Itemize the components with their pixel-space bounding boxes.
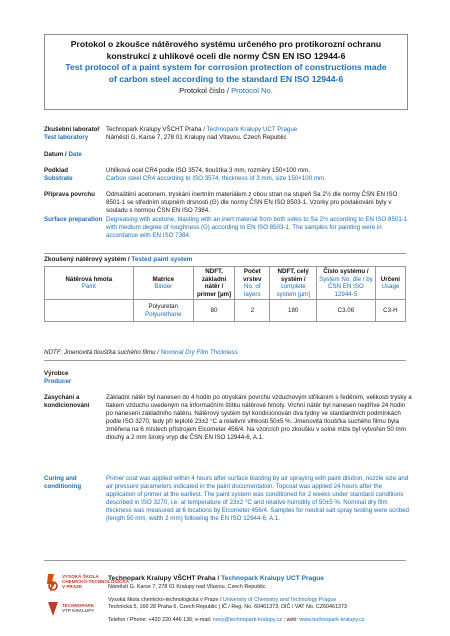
surface-prep-label-en: Surface preparation bbox=[44, 216, 103, 223]
cell-system-no: C3.06 bbox=[317, 300, 376, 322]
col-coating-cz: Nátěrová hmota bbox=[65, 275, 113, 283]
cell-matrix-en: Polyurethane bbox=[145, 310, 182, 318]
tested-system-heading-cz: Zkoušený nátěrový systém bbox=[44, 256, 127, 263]
application-label-cz bbox=[44, 394, 106, 410]
col-usage-en: Usage bbox=[381, 283, 400, 291]
logo1-line1: VYSOKÁ ŠKOLA bbox=[62, 574, 99, 579]
lab-label-en: Test laboratory bbox=[44, 134, 89, 141]
col-header-ndft-primer bbox=[193, 267, 234, 300]
application-label-en-1: Curing and bbox=[44, 475, 77, 482]
title-cz-line2: konstrukcí z uhlíkové oceli dle normy ČSN EN ISO 12944-6 bbox=[106, 50, 346, 61]
title-box bbox=[44, 34, 408, 110]
table-row bbox=[45, 300, 406, 322]
title-en-line2: of carbon steel according to the standard EN ISO 12944-6 bbox=[108, 73, 344, 84]
col-header-layers bbox=[235, 267, 270, 300]
footer-school: Vysoká škola chemicko-technologická v Praze / University of Chemistry and Technology Prague bbox=[108, 597, 337, 603]
title-cz-line1: Protokol o zkoušce nátěrového systému určeného pro protikorozní ochranu bbox=[70, 39, 382, 49]
application-label-cz-2: kondicionování bbox=[44, 402, 90, 410]
application-text-cz: Základní nátěr byl nanesen do 4 hodin po otryskání povrchu vzduchovým stříkáním s ředěním, velikostí trysky a tlakem vzduchu uvedeným na informačním štítku nátěrové hmoty. Vrchní nátěr byl nanesen nejdříve 24 hodin po nanesení základního nátěru. Nátěrový systém byl kondicionován dva týdny ve standardních podmínkách podle ISO 3270, tedy při teplotě 23±2 °C a relativní vlhkosti 50±5 %. Jmenovitá tloušťka suchého filmu byla změřena na 6 místech přístrojem Elcometer 456/4. Na vzorcích pro zkoušku v solné mlze byl vytvořen 50 mm dlouhý a 2 mm široký vryp dle ČSN EN ISO 12944-6, A.1. bbox=[106, 394, 412, 442]
footer-name-cz: Technopark Kralupy VŠCHT Praha bbox=[108, 575, 216, 582]
cell-ndft-system: 180 bbox=[270, 300, 317, 322]
col-usage-cz: Určení bbox=[380, 275, 401, 283]
application-label-en bbox=[44, 475, 106, 491]
lab-name-en: Technopark Kralupy UCT Prague bbox=[206, 126, 298, 133]
cell-coating bbox=[45, 300, 134, 322]
col-header-coating bbox=[45, 267, 134, 300]
col-ndft-system-en: complete system [µm] bbox=[276, 283, 310, 298]
footer-school-cz: Vysoká škola chemicko-technologická v Praze bbox=[108, 597, 219, 603]
lab-name-cz: Technopark Kralupy VŠCHT Praha bbox=[106, 126, 202, 133]
col-matrix-en: Binder bbox=[154, 283, 173, 291]
divider bbox=[44, 253, 406, 254]
tested-system-heading: Zkoušený nátěrový systém / Tested paint system bbox=[44, 256, 193, 263]
col-header-matrix bbox=[133, 267, 193, 300]
date-label-en: Date bbox=[68, 151, 82, 158]
col-ndft-system-cz: NDFT, celý systém / bbox=[277, 268, 309, 283]
cell-ndft-primer: 80 bbox=[193, 300, 234, 322]
col-layers-cz: Počet vrstev bbox=[243, 268, 262, 283]
divider-2 bbox=[44, 360, 406, 361]
title-english bbox=[45, 62, 407, 85]
logo2-line2: VTP KRALUPY bbox=[62, 608, 95, 614]
col-coating-en: Paint bbox=[81, 283, 96, 291]
paint-system-table bbox=[44, 266, 406, 322]
substrate-label-cz: Podklad bbox=[44, 167, 69, 174]
surface-prep-text-cz: Odmaštění acetonem, tryskání inertním materiálem z obou stran na stupeň Sa 2½ dle normy ČSN EN ISO 8501-1 se středním stupněm drsnosti (G) dle normy ČSN EN ISO 8503-1. Vzorky pro povlakování byly v souladu s normou ČSN EN ISO 7384. bbox=[106, 191, 398, 215]
col-header-system-no bbox=[317, 267, 376, 300]
protocol-number-cz: Protokol číslo bbox=[179, 86, 225, 95]
ndft-note-cz: NDTF: Jmenovitá tloušťka suchého filmu bbox=[44, 349, 156, 356]
col-system-no-cz: Číslo systému / bbox=[323, 268, 369, 275]
surface-prep-label-cz: Příprava povrchu bbox=[44, 191, 95, 198]
footer-contact bbox=[108, 617, 418, 624]
cell-layers: 2 bbox=[235, 300, 270, 322]
substrate-text-cz: Uhlíková ocel CR4 podle ISO 3574, tloušťka 3 mm, rozměry 150×100 mm. bbox=[106, 167, 311, 174]
title-czech bbox=[45, 39, 407, 62]
footer-school-address: Technická 5, 166 28 Praha 6, Czech Republic | IČ / Reg. No. 60461373; DIČ / VAT No. CZ60461373 bbox=[108, 604, 348, 610]
col-matrix-cz: Matrice bbox=[152, 275, 175, 283]
logo2-line1: TECHNOPARK bbox=[62, 603, 95, 608]
application-text-en: Primer coat was applied within 4 hours after surface blasting by air spraying with paint dilution, nozzle size and air pressure parameters indicated in the paint documentation. Topcoat was applied 24 hours after the application of primer at the earliest. The paint system was conditioned for 2 weeks under standard conditions described in ISO 3270, i.e. at temperature of 23±2 °C and relative humidity of 50±5 %. Nominal dry film thickness was measured at 6 locations by Elcometer 456/4. Samples for neutral salt spray testing were scribed (length 50 mm, width 2 mm) following the EN ISO 12944-6, A.1. bbox=[106, 475, 409, 523]
producer-label-en: Producer bbox=[44, 378, 72, 385]
ndft-note-en: Nominal Dry Film Thickness bbox=[160, 349, 238, 356]
surface-prep-text-en: Degreasing with acetone, blasting with an inert material from both sides to Sa 2½ according to EN ISO 8501-1 with medium degree of roughness (G) according to EN ISO 8503-1. The samples for painting were in accordance with EN ISO 7384. bbox=[106, 216, 408, 240]
footer-phone: Telefon / Phone: +420 220 446 136; e-mail: bbox=[108, 617, 212, 623]
col-header-ndft-system bbox=[270, 267, 317, 300]
date-label-cz: Datum bbox=[44, 151, 64, 158]
producer-label-cz: Výrobce bbox=[44, 370, 69, 377]
col-layers-en: No. of layers bbox=[244, 283, 261, 298]
footer-web-sep: ; web: bbox=[283, 617, 298, 623]
application-label-en-2: conditioning bbox=[44, 483, 82, 491]
logo1-line2: CHEMICKO-TECHNOLOGICKÁ bbox=[62, 579, 130, 585]
lab-label-cz: Zkušební laboratoř bbox=[44, 126, 100, 133]
protocol-number-label: Protokol číslo / Protocol No. bbox=[179, 86, 273, 95]
footer-address: Náměstí G. Karse 7, 278 01 Kralupy nad Vltavou, Czech Republic bbox=[108, 584, 266, 590]
substrate-label-en: Substrate bbox=[44, 175, 73, 182]
date-label: Datum / Date bbox=[44, 151, 82, 158]
tested-system-heading-en: Tested paint system bbox=[131, 256, 193, 263]
cell-matrix-cz: Polyuretan bbox=[148, 303, 179, 311]
cell-matrix bbox=[133, 300, 193, 322]
lab-address: Náměstí G. Karse 7, 278 01 Kralupy nad Vltavou, Czech Republic bbox=[106, 134, 287, 141]
footer-email[interactable]: novy@technopark-kralupy.cz bbox=[212, 617, 282, 623]
cell-usage: C3-H bbox=[375, 300, 405, 322]
ndft-note: NDTF: Jmenovitá tloušťka suchého filmu / Nominal Dry Film Thickness bbox=[44, 349, 238, 356]
col-ndft-cz: NDFT, základní nátěr / primer [µm] bbox=[196, 268, 232, 298]
footer-web[interactable]: www.technopark-kralupy.cz bbox=[299, 617, 365, 623]
footer-name-en: Technopark Kralupy UCT Prague bbox=[221, 575, 324, 582]
lab-value: Technopark Kralupy VŠCHT Praha / Technopark Kralupy UCT Prague bbox=[106, 126, 298, 133]
substrate-text-en: Carbon steel CR4 according to ISO 3574, thickness of 3 mm, size 150×100 mm. bbox=[106, 175, 326, 182]
title-en-line1: Test protocol of a paint system for corrosion protection of constructions made bbox=[65, 62, 387, 72]
technopark-logo-text bbox=[62, 603, 94, 613]
footer-school-en: University of Chemistry and Technology Prague bbox=[222, 597, 337, 603]
protocol-number-en: Protocol No. bbox=[231, 86, 273, 95]
footer-name: Technopark Kralupy VŠCHT Praha / Technopark Kralupy UCT Prague bbox=[108, 575, 324, 582]
col-header-usage bbox=[375, 267, 405, 300]
application-label-cz-1: Zasychání a bbox=[44, 394, 80, 401]
logo1-line3: V PRAZE bbox=[62, 584, 82, 590]
footer-divider bbox=[44, 560, 406, 561]
table-header-row bbox=[45, 267, 406, 300]
col-system-no-en: System No. dle / by ČSN EN ISO 12944-5 bbox=[319, 275, 373, 298]
